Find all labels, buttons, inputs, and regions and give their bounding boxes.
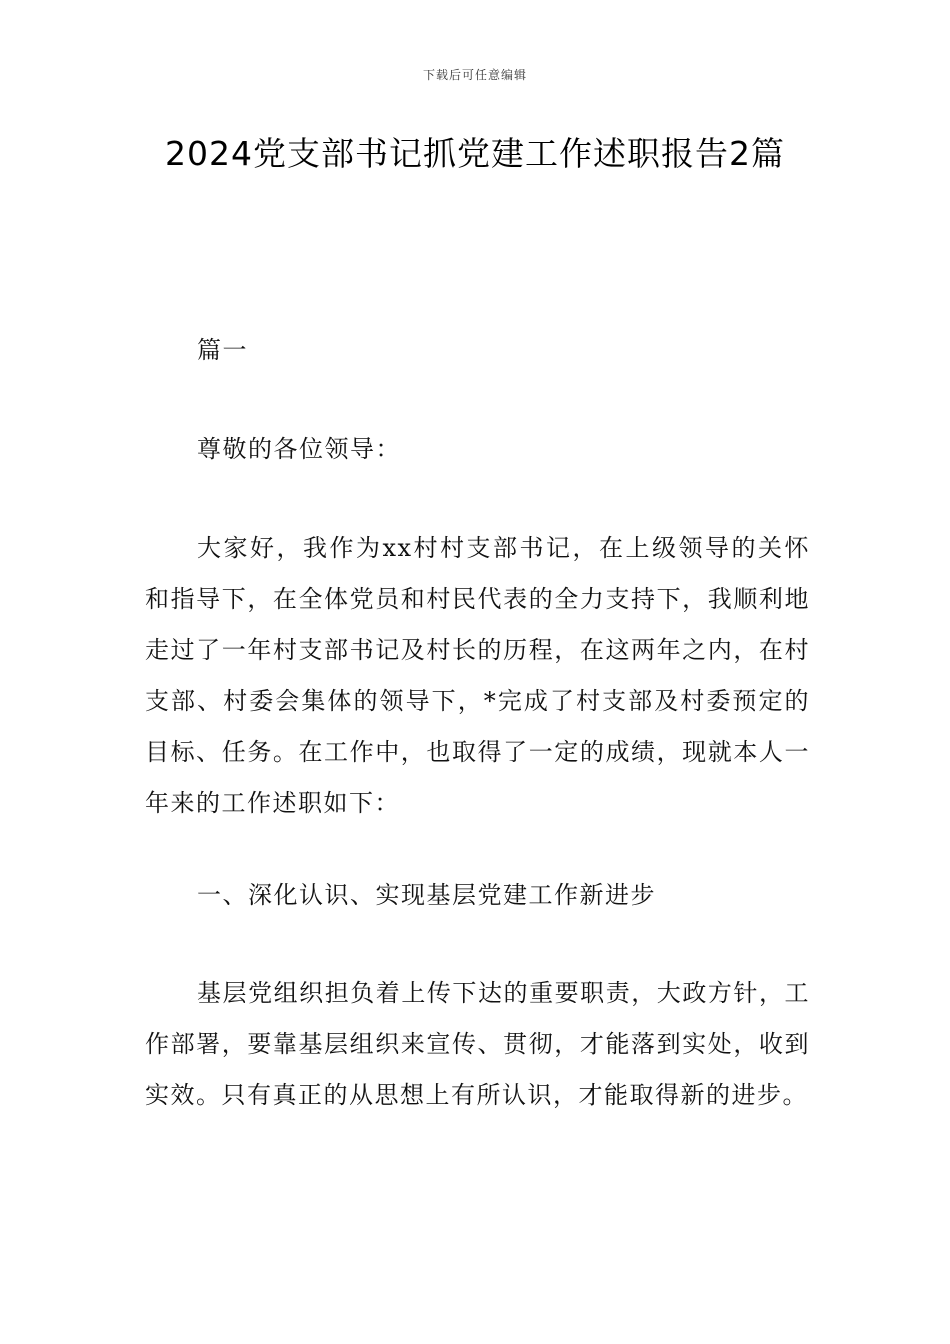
header-note: 下载后可任意编辑 <box>422 68 527 82</box>
section-label: 篇一 <box>197 336 248 364</box>
section-heading-1: 一、深化认识、实现基层党建工作新进步 <box>197 881 656 909</box>
intro-paragraph: 大家好，我作为xx村村支部书记，在上级领导的关怀和指导下，在全体党员和村民代表的全力支持下，我顺利地走过了一年村支部书记及村长的历程，在这两年之内，在村支部、村委会集体的领导下，*完成了村支部及村委预定的目标、任务。在工作中，也取得了一定的成绩，现就本人一年来的工作述职如下： <box>145 534 810 817</box>
document-title: 2024党支部书记抓党建工作述职报告2篇 <box>165 134 785 173</box>
greeting-line: 尊敬的各位领导： <box>197 435 401 463</box>
body-paragraph-2: 基层党组织担负着上传下达的重要职责，大政方针，工作部署，要靠基层组织来宣传、贯彻，才能落到实处，收到实效。只有真正的从思想上有所认识，才能取得新的进步。 <box>145 979 810 1109</box>
